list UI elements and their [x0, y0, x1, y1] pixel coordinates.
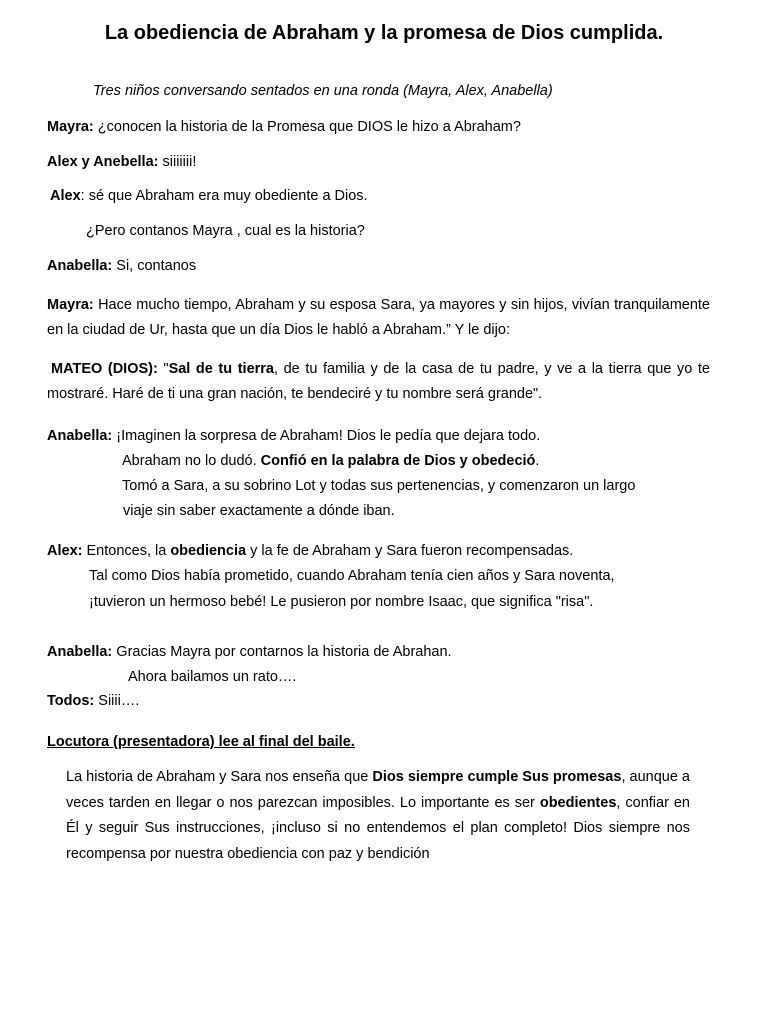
dialogue-emphasis: Sal de tu tierra — [168, 361, 274, 377]
dialogue-text: : sé que Abraham era muy obediente a Dios. — [80, 188, 368, 204]
dialogue-text: , de tu familia y de la casa de tu padre, y ve a la tierra que yo te mostraré. Haré de ti una gran nación, te bendeciré y tu nombre será grande". — [47, 361, 710, 402]
dialogue-text: " — [157, 361, 169, 377]
section-heading: Locutora (presentadora) lee al final del baile. — [47, 734, 355, 750]
speaker-name: Alex y Anebella: — [47, 154, 159, 170]
stage-direction: Tres niños conversando sentados en una ronda (Mayra, Alex, Anabella) — [93, 83, 553, 99]
closing-emphasis: obedientes — [539, 794, 617, 811]
speaker-name: Anabella: — [47, 258, 113, 274]
speaker-name: Alex — [50, 188, 81, 204]
dialogue-text: ¡Imaginen la sorpresa de Abraham! Dios le pedía que dejara todo. — [112, 428, 541, 444]
dialogue-line: Tomó a Sara, a su sobrino Lot y todas sus pertenencias, y comenzaron un largo — [122, 478, 636, 494]
dialogue-line: Tal como Dios había prometido, cuando Abraham tenía cien años y Sara noventa, — [89, 568, 615, 584]
speaker-name: Mayra: — [47, 119, 94, 135]
speaker-name: Todos: — [47, 693, 95, 709]
dialogue-line — [86, 223, 365, 239]
dialogue-line: ¡tuvieron un hermoso bebé! Le pusieron por nombre Isaac, que significa "risa". — [89, 594, 594, 610]
dialogue-text: siiiiiii! — [158, 154, 197, 170]
dialogue-text: Siiii…. — [94, 693, 140, 709]
dialogue-paragraph — [47, 293, 710, 343]
dialogue-emphasis: obediencia — [170, 543, 247, 559]
dialogue-line — [47, 543, 573, 559]
dialogue-text: Hace mucho tiempo, Abraham y su esposa Sara, ya mayores y sin hijos, vivían tranquilamente en la ciudad de Ur, hasta que un día Dios le habló a Abraham.” Y le dijo: — [47, 297, 710, 338]
closing-text: , aunque a veces tarden en llegar o nos parezcan imposibles. Lo importante es ser — [66, 769, 690, 811]
document-title: La obediencia de Abraham y la promesa de Dios cumplida. — [104, 22, 664, 44]
closing-emphasis: Dios siempre cumple Sus promesas — [372, 769, 622, 785]
dialogue-text: Entonces, la — [82, 543, 171, 559]
dialogue-line: viaje sin saber exactamente a dónde iban. — [123, 503, 395, 519]
dialogue-line: Ahora bailamos un rato…. — [128, 669, 297, 685]
speaker-name: Anabella: — [47, 428, 113, 444]
dialogue-text: Gracias Mayra por contarnos la historia de Abrahan. — [112, 644, 452, 660]
speaker-name: MATEO (DIOS): — [51, 361, 158, 377]
speaker-name: Mayra: — [47, 297, 94, 313]
dialogue-line — [50, 188, 368, 204]
closing-paragraph — [66, 765, 690, 867]
dialogue-text: Abraham no lo dudó. — [122, 453, 261, 469]
dialogue-emphasis: Confió en la palabra de Dios y obedeció — [260, 453, 536, 469]
closing-text: La historia de Abraham y Sara nos enseña que — [66, 769, 373, 785]
dialogue-line — [122, 453, 539, 469]
dialogue-text: y la fe de Abraham y Sara fueron recompensadas. — [246, 543, 574, 559]
dialogue-line — [47, 693, 139, 709]
dialogue-line — [47, 154, 196, 170]
speaker-name: Alex: — [47, 543, 83, 559]
dialogue-text: ¿Pero contanos Mayra , cual es la historia? — [86, 223, 365, 239]
dialogue-text: ¿conocen la historia de la Promesa que DIOS le hizo a Abraham? — [93, 119, 521, 135]
speaker-name: Anabella: — [47, 644, 113, 660]
dialogue-line — [47, 258, 196, 274]
dialogue-paragraph — [47, 357, 710, 407]
dialogue-line — [47, 119, 521, 135]
dialogue-line — [47, 644, 452, 660]
closing-text: , confiar en Él y seguir Sus instrucciones, ¡incluso si no entendemos el plan completo! Dios siempre nos recompensa por nuestra obediencia con paz y bendición — [66, 794, 690, 862]
dialogue-line — [47, 428, 540, 444]
dialogue-text: Si, contanos — [112, 258, 197, 274]
dialogue-text: . — [535, 453, 540, 469]
